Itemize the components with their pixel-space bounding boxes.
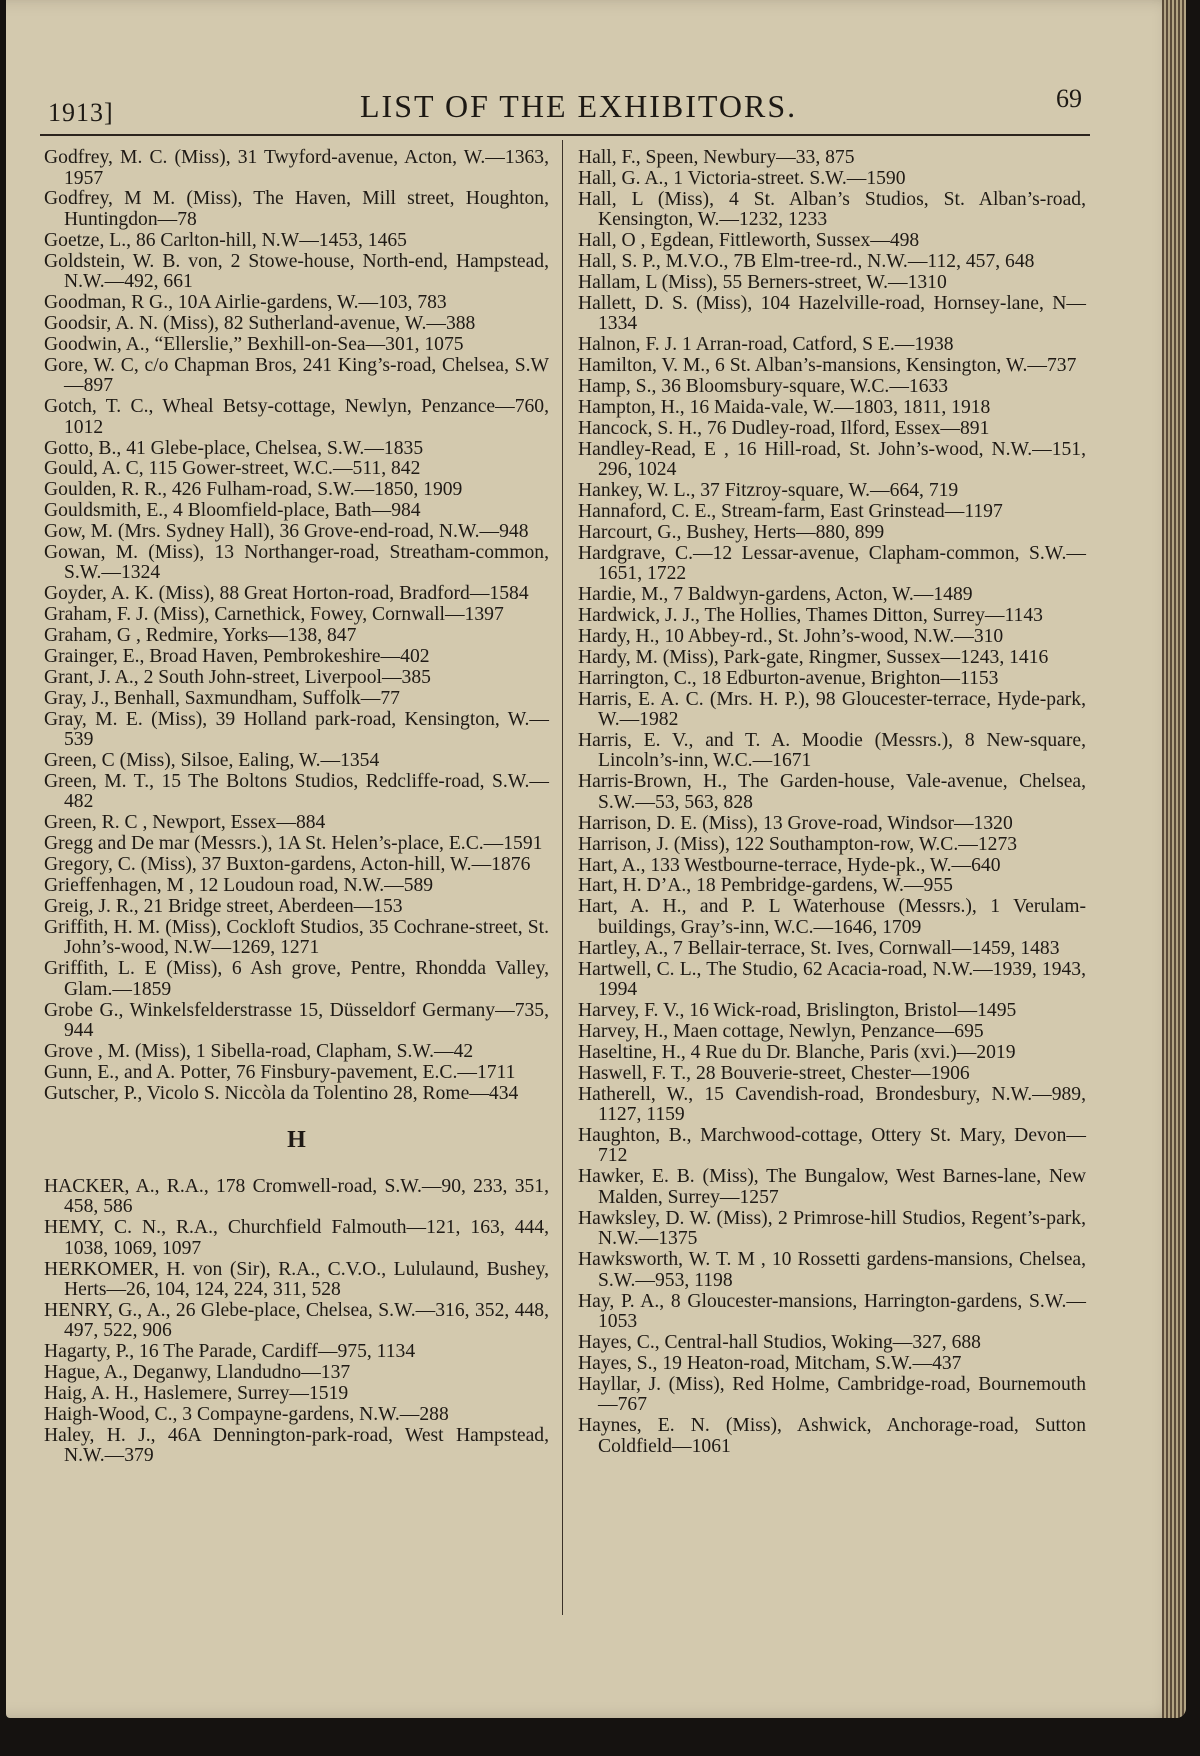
- exhibitor-entry: Hartwell, C. L., The Studio, 62 Acacia-road, N.W.—1939, 1943, 1994: [578, 958, 1086, 1001]
- exhibitor-entry: Graham, F. J. (Miss), Carnethick, Fowey, Cornwall—1397: [44, 604, 504, 626]
- exhibitor-entry: Hardie, M., 7 Baldwyn-gardens, Acton, W.—1489: [578, 584, 973, 606]
- exhibitor-entry: Hatherell, W., 15 Cavendish-road, Brondesbury, N.W.—989, 1127, 1159: [578, 1083, 1086, 1126]
- exhibitor-entry: Harvey, F. V., 16 Wick-road, Brislington, Bristol—1495: [578, 1000, 1017, 1021]
- exhibitor-entry: Hardy, H., 10 Abbey-rd., St. John’s-wood, N.W.—310: [578, 625, 1004, 647]
- exhibitor-entry: Halnon, F. J. 1 Arran-road, Catford, S E.—1938: [578, 334, 954, 356]
- exhibitor-entry: Hayllar, J. (Miss), Red Holme, Cambridge-road, Bournemouth—767: [578, 1373, 1086, 1416]
- exhibitor-entry: Hayes, C., Central-hall Studios, Woking—327, 688: [578, 1331, 981, 1353]
- exhibitor-entry: Grobe G., Winkelsfelderstrasse 15, Düsseldorf Germany—735, 944: [44, 999, 549, 1042]
- exhibitor-entry: Gouldsmith, E., 4 Bloomfield-place, Bath—984: [44, 500, 421, 522]
- exhibitor-entry: Harrison, J. (Miss), 122 Southampton-row, W.C.—1273: [578, 833, 1018, 855]
- exhibitor-entry: Hardy, M. (Miss), Park-gate, Ringmer, Sussex—1243, 1416: [578, 646, 1049, 668]
- page-number: 69: [1056, 84, 1082, 113]
- exhibitor-entry: Hall, G. A., 1 Victoria-street. S.W.—1590: [578, 167, 906, 189]
- exhibitor-entry: Hartley, A., 7 Bellair-terrace, St. Ives, Cornwall—1459, 1483: [578, 937, 1060, 959]
- exhibitor-entry: Harrison, D. E. (Miss), 13 Grove-road, Windsor—1320: [578, 812, 1013, 834]
- exhibitor-entry: HEMY, C. N., R.A., Churchfield Falmouth—121, 163, 444, 1038, 1069, 1097: [44, 1217, 549, 1259]
- exhibitor-entry: Goodsir, A. N. (Miss), 82 Sutherland-avenue, W.—388: [44, 312, 476, 334]
- exhibitor-entry: Goyder, A. K. (Miss), 88 Great Horton-road, Bradford—1584: [44, 583, 529, 605]
- exhibitor-entry: Hart, A., 133 Westbourne-terrace, Hyde-pk., W.—640: [578, 854, 1001, 876]
- exhibitor-entry: Hague, A., Deganwy, Llandudno—137: [44, 1362, 351, 1384]
- exhibitor-entry: Haughton, B., Marchwood-cottage, Ottery St. Mary, Devon—712: [578, 1124, 1086, 1167]
- exhibitor-entry: Grove , M. (Miss), 1 Sibella-road, Clapham, S.W.—42: [44, 1041, 474, 1062]
- exhibitor-entry: Green, M. T., 15 The Boltons Studios, Redcliffe-road, S.W.—482: [44, 770, 549, 813]
- exhibitor-entry: Godfrey, M. C. (Miss), 31 Twyford-avenue, Acton, W.—1363, 1957: [44, 147, 549, 189]
- exhibitor-entry: Haley, H. J., 46A Dennington-park-road, West Hampstead, N.W.—379: [44, 1424, 549, 1467]
- exhibitor-entry: Gray, J., Benhall, Saxmundham, Suffolk—77: [44, 687, 400, 709]
- exhibitor-entry: Hall, F., Speen, Newbury—33, 875: [578, 147, 855, 168]
- exhibitor-entry: Green, R. C , Newport, Essex—884: [44, 812, 326, 834]
- exhibitor-entry: Hawker, E. B. (Miss), The Bungalow, West Barnes-lane, New Malden, Surrey—1257: [578, 1166, 1086, 1208]
- exhibitor-entry: Hall, L (Miss), 4 St. Alban’s Studios, St. Alban’s-road, Kensington, W.—1232, 1233: [578, 188, 1086, 231]
- exhibitor-entry: Hallett, D. S. (Miss), 104 Hazelville-road, Hornsey-lane, N—1334: [578, 292, 1086, 335]
- exhibitor-entry: Harrington, C., 18 Edburton-avenue, Brighton—1153: [578, 667, 999, 689]
- exhibitor-entry: Grainger, E., Broad Haven, Pembrokeshire—402: [44, 646, 430, 668]
- exhibitor-entry: Harris-Brown, H., The Garden-house, Vale-avenue, Chelsea, S.W.—53, 563, 828: [578, 771, 1086, 813]
- exhibitor-entry: Goulden, R. R., 426 Fulham-road, S.W.—1850, 1909: [44, 479, 463, 501]
- exhibitor-entry: Green, C (Miss), Silsoe, Ealing, W.—1354: [44, 750, 380, 772]
- exhibitor-entry: HERKOMER, H. von (Sir), R.A., C.V.O., Lululaund, Bushey, Herts—26, 104, 124, 224, 311, 528: [44, 1258, 549, 1301]
- exhibitor-entry: Hamilton, V. M., 6 St. Alban’s-mansions, Kensington, W.—737: [578, 355, 1077, 377]
- exhibitor-entry: Gray, M. E. (Miss), 39 Holland park-road, Kensington, W.—539: [44, 708, 549, 751]
- header-year: 1913]: [48, 98, 114, 127]
- exhibitor-entry: Graham, G , Redmire, Yorks—138, 847: [44, 625, 357, 647]
- exhibitor-entry: Hall, S. P., M.V.O., 7B Elm-tree-rd., N.W.—112, 457, 648: [578, 251, 1035, 273]
- exhibitor-entry: Hawksworth, W. T. M , 10 Rossetti gardens-mansions, Chelsea, S.W.—953, 1198: [578, 1249, 1086, 1291]
- exhibitor-entry: Hankey, W. L., 37 Fitzroy-square, W.—664, 719: [578, 480, 959, 502]
- exhibitor-entry: Gotto, B., 41 Glebe-place, Chelsea, S.W.—1835: [44, 437, 424, 459]
- left-column: [44, 148, 549, 1467]
- running-header: [40, 80, 1090, 136]
- exhibitor-entry: Hardwick, J. J., The Hollies, Thames Ditton, Surrey—1143: [578, 605, 1043, 627]
- exhibitor-entry: Gore, W. C, c/o Chapman Bros, 241 King’s-road, Chelsea, S.W—897: [44, 354, 549, 397]
- exhibitor-entry: Haigh-Wood, C., 3 Compayne-gardens, N.W.—288: [44, 1404, 449, 1426]
- exhibitor-entry: Goodman, R G., 10A Airlie-gardens, W.—103, 783: [44, 292, 447, 314]
- exhibitor-entry: Gow, M. (Mrs. Sydney Hall), 36 Grove-end-road, N.W.—948: [44, 521, 529, 543]
- exhibitor-entry: Hart, H. D’A., 18 Pembridge-gardens, W.—955: [578, 875, 953, 897]
- exhibitor-entry: Grieffenhagen, M , 12 Loudoun road, N.W.—589: [44, 875, 434, 897]
- exhibitor-entry: Gowan, M. (Miss), 13 Northanger-road, Streatham-common, S.W.—1324: [44, 541, 549, 584]
- exhibitor-entry: Hay, P. A., 8 Gloucester-mansions, Harrington-gardens, S.W.—1053: [578, 1290, 1086, 1333]
- exhibitor-entry: Hampton, H., 16 Maida-vale, W.—1803, 1811, 1918: [578, 396, 991, 418]
- exhibitor-entry: Gould, A. C, 115 Gower-street, W.C.—511, 842: [44, 458, 421, 480]
- exhibitor-entry: Gutscher, P., Vicolo S. Niccòla da Tolentino 28, Rome—434: [44, 1082, 519, 1104]
- exhibitor-entry: Hallam, L (Miss), 55 Berners-street, W.—1310: [578, 271, 947, 293]
- exhibitor-entry: Hawksley, D. W. (Miss), 2 Primrose-hill Studios, Regent’s-park, N.W.—1375: [578, 1207, 1086, 1250]
- exhibitor-entry: Gregg and De mar (Messrs.), 1A St. Helen’s-place, E.C.—1591: [44, 833, 543, 855]
- exhibitor-entry: Gunn, E., and A. Potter, 76 Finsbury-pavement, E.C.—1711: [44, 1061, 516, 1083]
- entries-h-continued: [578, 148, 1086, 1457]
- book-page: [6, 0, 1186, 1718]
- exhibitor-entry: Harris, E. V., and T. A. Moodie (Messrs.), 8 New-square, Lincoln’s-inn, W.C.—1671: [578, 729, 1086, 772]
- entries-g: [44, 148, 549, 1104]
- exhibitor-entry: Gotch, T. C., Wheal Betsy-cottage, Newlyn, Penzance—760, 1012: [44, 396, 549, 438]
- exhibitor-entry: Grant, J. A., 2 South John-street, Liverpool—385: [44, 666, 431, 688]
- exhibitor-entry: Hannaford, C. E., Stream-farm, East Grinstead—1197: [578, 500, 1003, 522]
- exhibitor-entry: Hamp, S., 36 Bloomsbury-square, W.C.—1633: [578, 376, 949, 398]
- exhibitor-entry: Handley-Read, E , 16 Hill-road, St. John’s-wood, N.W.—151, 296, 1024: [578, 438, 1086, 481]
- exhibitor-entry: HENRY, G., A., 26 Glebe-place, Chelsea, S.W.—316, 352, 448, 497, 522, 906: [44, 1299, 549, 1342]
- exhibitor-entry: Godfrey, M M. (Miss), The Haven, Mill street, Houghton, Huntingdon—78: [44, 188, 549, 230]
- exhibitor-entry: Harris, E. A. C. (Mrs. H. P.), 98 Gloucester-terrace, Hyde-park, W.—1982: [578, 688, 1086, 731]
- exhibitor-entry: Hardgrave, C.—12 Lessar-avenue, Clapham-common, S.W.—1651, 1722: [578, 542, 1086, 585]
- exhibitor-entry: Hagarty, P., 16 The Parade, Cardiff—975, 1134: [44, 1341, 416, 1363]
- right-column: [578, 148, 1086, 1457]
- exhibitor-entry: Hart, A. H., and P. L Waterhouse (Messrs.), 1 Verulam-buildings, Gray’s-inn, W.C.—1646, 1709: [578, 896, 1086, 938]
- exhibitor-entry: Haseltine, H., 4 Rue du Dr. Blanche, Paris (xvi.)—2019: [578, 1041, 1016, 1063]
- exhibitor-entry: Gregory, C. (Miss), 37 Buxton-gardens, Acton-hill, W.—1876: [44, 854, 531, 876]
- page-edge: [1162, 0, 1186, 1718]
- exhibitor-entry: HACKER, A., R.A., 178 Cromwell-road, S.W.—90, 233, 351, 458, 586: [44, 1175, 549, 1218]
- exhibitor-entry: Hayes, S., 19 Heaton-road, Mitcham, S.W.—437: [578, 1352, 962, 1374]
- section-letter: H: [287, 1127, 306, 1154]
- exhibitor-entry: Goetze, L., 86 Carlton-hill, N.W—1453, 1465: [44, 229, 407, 251]
- exhibitor-entry: Harvey, H., Maen cottage, Newlyn, Penzance—695: [578, 1020, 984, 1042]
- exhibitor-entry: Haig, A. H., Haslemere, Surrey—1519: [44, 1383, 349, 1405]
- exhibitor-entry: Haswell, F. T., 28 Bouverie-street, Chester—1906: [578, 1062, 970, 1084]
- header-title: LIST OF THE EXHIBITORS.: [360, 88, 798, 124]
- exhibitor-entry: Goodwin, A., “Ellerslie,” Bexhill-on-Sea—301, 1075: [44, 333, 464, 355]
- exhibitor-entry: Hall, O , Egdean, Fittleworth, Sussex—498: [578, 230, 920, 252]
- exhibitor-entry: Griffith, H. M. (Miss), Cockloft Studios, 35 Cochrane-street, St. John’s-wood, N.W—1269, 1271: [44, 916, 549, 959]
- column-divider: [562, 140, 563, 1615]
- exhibitor-entry: Greig, J. R., 21 Bridge street, Aberdeen—153: [44, 895, 403, 917]
- entries-h: [44, 1177, 549, 1467]
- exhibitor-entry: Goldstein, W. B. von, 2 Stowe-house, North-end, Hampstead, N.W.—492, 661: [44, 250, 549, 293]
- exhibitor-entry: Haynes, E. N. (Miss), Ashwick, Anchorage-road, Sutton Coldfield—1061: [578, 1415, 1086, 1457]
- exhibitor-entry: Griffith, L. E (Miss), 6 Ash grove, Pentre, Rhondda Valley, Glam.—1859: [44, 958, 549, 1000]
- exhibitor-entry: Hancock, S. H., 76 Dudley-road, Ilford, Essex—891: [578, 417, 990, 439]
- exhibitor-entry: Harcourt, G., Bushey, Herts—880, 899: [578, 521, 885, 543]
